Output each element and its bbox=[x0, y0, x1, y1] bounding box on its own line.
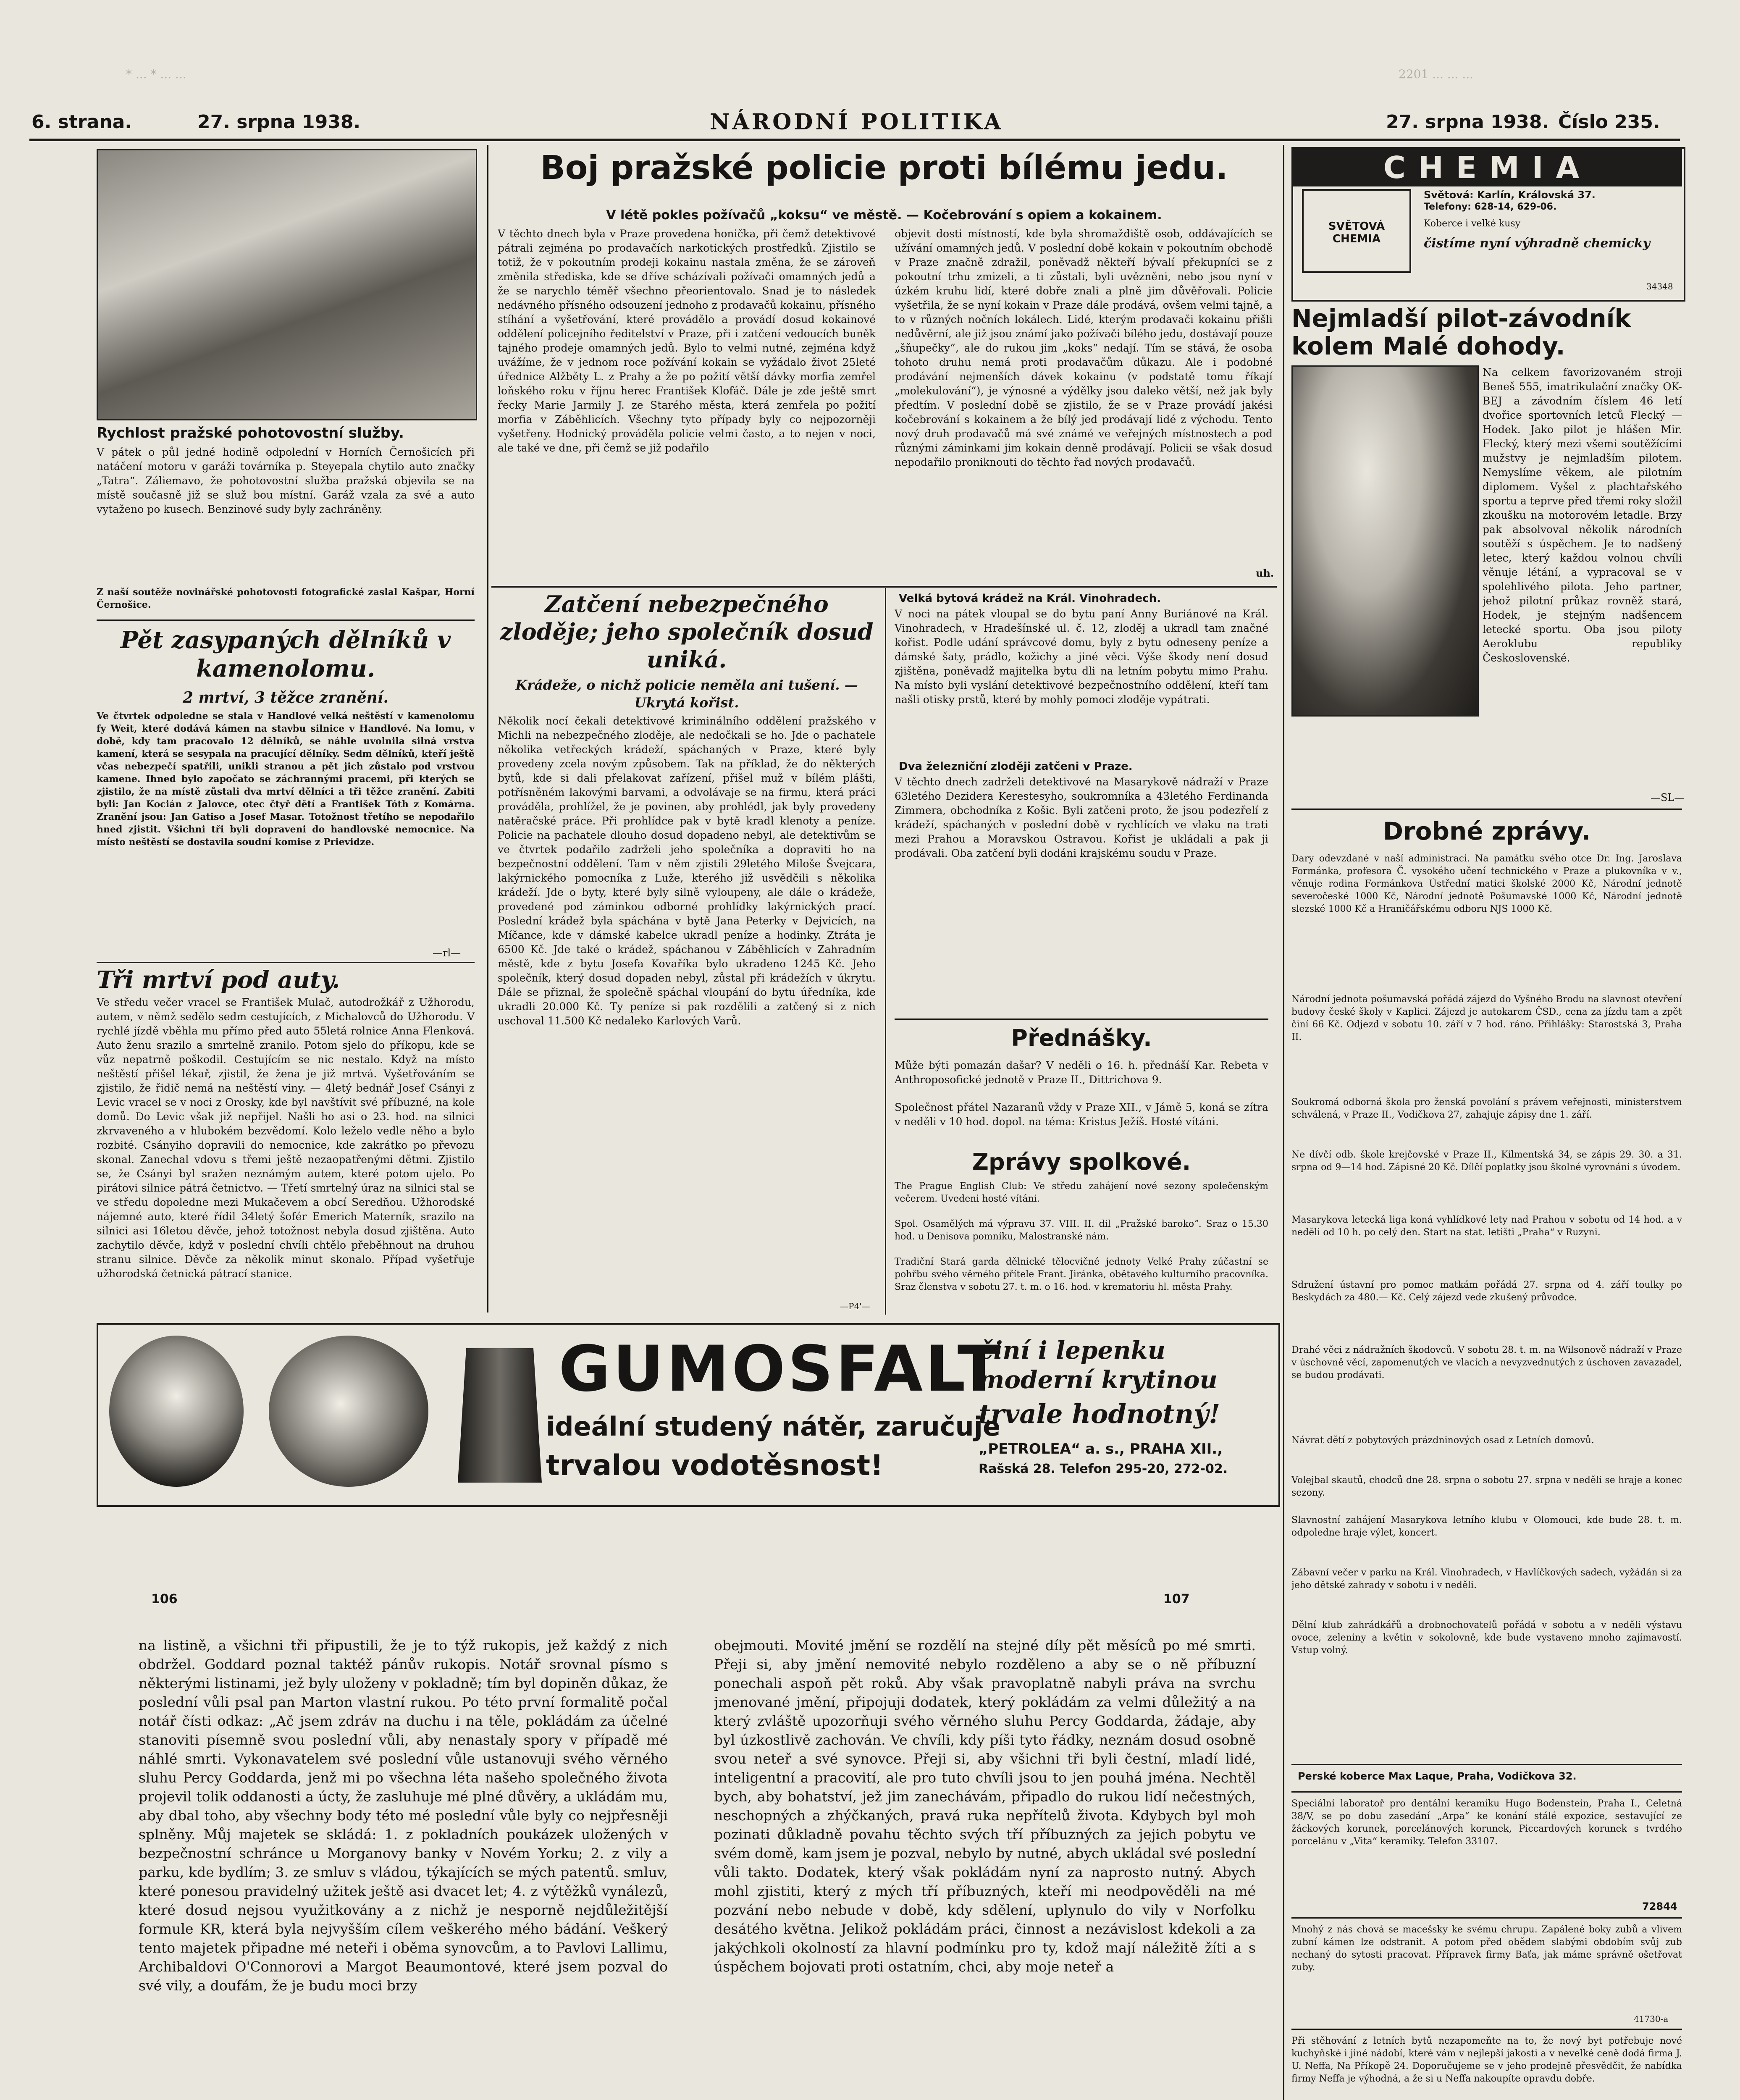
thief-sign: —P4'— bbox=[840, 1301, 870, 1311]
header-rule bbox=[29, 139, 1680, 141]
col4-rule-d bbox=[1291, 1917, 1682, 1919]
pilot-sign: —SL— bbox=[1651, 792, 1685, 803]
lead-rule bbox=[491, 586, 1277, 588]
col4-rule-c bbox=[1291, 1791, 1682, 1793]
small-news-p3: Soukromá odborná škola pro ženská povolání s právem veřejnosti, ministerstvem schválená, v Praze II., Vodičkova 27, zahajuje zápisy dne 1. září. bbox=[1291, 1097, 1682, 1120]
small-news-p6: Sdružení ústavní pro pomoc matkám pořádá 27. srpna od 4. září toulky po Beskydách za 480.— Kč. Celý zájezd vede zkušený průvodce. bbox=[1291, 1280, 1682, 1303]
assoc-p1: The Prague English Club: Ve středu zahájení nové sezony společenským večerem. Uvedeni hosté vítáni. bbox=[895, 1181, 1268, 1204]
notice2-title: Dva železniční zloději zatčeni v Praze. bbox=[899, 760, 1133, 773]
roofer-illustration bbox=[269, 1336, 428, 1487]
book-page-left: 106 bbox=[151, 1592, 178, 1606]
gumosfalt-brand: GUMOSFALT bbox=[559, 1333, 1003, 1406]
date-left: 27. srpna 1938. bbox=[197, 111, 361, 133]
masthead: NÁRODNÍ POLITIKA bbox=[710, 109, 1004, 135]
bucket-icon bbox=[458, 1348, 542, 1483]
workers-subtitle: 2 mrtví, 3 těžce zranění. bbox=[182, 689, 389, 706]
workers-illustration bbox=[109, 1336, 244, 1487]
small-news-p7: Drahé věci z nádražních škodovců. V sobotu 28. t. m. na Wilsonově nádraží v Praze v úschovně věcí, zapomenutých ve vlacích a nevyzvednutých z úschoven zavazadel, se budou prodávati. bbox=[1291, 1345, 1682, 1381]
notice1-title: Velká bytová krádež na Král. Vinohradech. bbox=[899, 592, 1161, 605]
chemia-line2: Telefony: 628-14, 629-06. bbox=[1424, 202, 1557, 212]
lectures-p1: Může býti pomazán dašar? V neděli o 16. h. přednáší Kar. Rebeta v Anthroposofické jednotě v Praze II., Dittrichova 9. bbox=[895, 1059, 1268, 1086]
small-news-p5: Masarykova letecká liga koná vyhlídkové lety nad Prahou v sobotu od 14 hod. a v neděli od 10 h. po celý den. Start na stat. letišti „Praha“ v Ruzyni. bbox=[1291, 1215, 1682, 1238]
small-news-p2: Národní jednota pošumavská pořádá zájezd do Vyšného Brodu na slavnost otevření budovy české školy v Kaplici. Zájezd je autokarem ČSD., cena za jízdu tam a zpět činí 66 Kč. Odjezd v sobotu 10. září v 7 hod. ráno. Přihlášky: Starostská 3, Praha II. bbox=[1291, 994, 1682, 1042]
auto-body: Ve středu večer vracel se František Mulač, autodrožkář z Užhorodu, autem, v němž sedělo sedm cestujících, z Michalovců do Užhorodu. V rychlé jízdě vběhla mu přímo před auto 55letá rolnice Anna Flenková. Auto ženu srazilo a smrtelně zranilo. Potom sjelo do příkopu, kde se vůz nepatrně poškodil. Cestujícím se nic nestalo. Když na místo neštěstí přišel lékař, zjistil, že žena je již mrtvá. Vyšetřováním se zjistilo, že řidič nemá na neštěstí viny. — 4letý bednář Josef Csányi z Levic vracel se v noci z Orosky, kde byl navštívit své příbuzné, na kole domů. Do Levic však již nepřijel. Našli ho asi o 23. hod. na silnici zkrvaveného a v hlubokém bezvědomí. Kolo leželo vedle něho a bylo rozbité. Csányiho dopravili do nemocnice, kde zakrátko po převozu skonal. Zanechal vdovu s třemi ještě nezaopatřenými dětmi. Zjistilo se, že Csányi byl sražen neznámým autem, které potom ujelo. Po pirátovi silnice pátrá četnictvo. — Třetí smrtelný úraz na silnici stal se ve středu dopoledne mezi Mukačevem a obcí Seredňou. Užhorodské nájemné auto, které řídil 34letý šofér Emerich Materník, srazilo na silnici asi 16letou děvče, jehož totožnost nebyla dosud zjištěna. Auto zachytilo děvče, když v poslední chvíli chtělo přeběhnout na druhou stranu silnice. Děvče za několik minut skonalo. Případ vyšetřuje užhorodská četnická pátrací stanice. bbox=[97, 996, 475, 1280]
small-ad-3-code: 41730-a bbox=[1634, 2014, 1669, 2024]
chemia-line3: Koberce i velké kusy bbox=[1424, 218, 1521, 229]
small-news-heading: Drobné zprávy. bbox=[1383, 817, 1591, 845]
thief-title: Zatčení nebezpečného zloděje; jeho společník dosud uniká. bbox=[500, 591, 874, 673]
gumosfalt-right2: trvale hodnotný! bbox=[979, 1399, 1220, 1429]
news-photo-garage bbox=[97, 149, 477, 420]
notice2-body: V těchto dnech zadrželi detektivové na Masarykově nádraží v Praze 63letého Dezidera Kerestesyho, soukromníka a 43letého Ferdinanda Zimmera, obchodníka z Košic. Byli zatčeni proto, že jsou podezřelí z krádeží, spáchaných v poslední době v rychlících ve vlaku na trati mezi Prahou a Moravskou Ostravou. Kořist je ukládali a pak ji prodávali. Oba zatčení byli dodáni krajskému soudu v Praze. bbox=[895, 776, 1268, 859]
workers-title: Pět zasypaných dělníků v kamenolomu. bbox=[120, 626, 451, 682]
auto-title: Tři mrtví pod auty. bbox=[97, 966, 340, 994]
faded-top-right: 2201 ... ... ... bbox=[1399, 67, 1474, 81]
workers-sign: —rl— bbox=[433, 947, 461, 959]
chemia-line1: Světová: Karlín, Královská 37. bbox=[1424, 189, 1596, 201]
lead-col-rule bbox=[885, 588, 886, 1315]
issue-number: Číslo 235. bbox=[1558, 111, 1660, 133]
notice1-body: V noci na pátek vloupal se do bytu paní Anny Buriánové na Král. Vinohradech, v Hradešínské ul. č. 12, zloděj a ukradl tam značné kořist. Podle udání správcové domu, byly z bytu odneseny peníze a dámské šaty, prádlo, kožichy a jiné věci. Výše škody není dosud zjištěna, poněvadž majitelka bytu dli na letním pobytu mimo Prahu. Na místo byli vyslání detektivové bezpečnostního oddělení, kteří tam našli otisky prstů, které by mohly pomoci zloděje vypátrati. bbox=[895, 608, 1268, 706]
col4-rule-a bbox=[1291, 808, 1682, 810]
assoc-heading: Zprávy spolkové. bbox=[972, 1149, 1191, 1175]
book-right-text: obejmouti. Movité jmění se rozdělí na stejné díly pět měsíců po mé smrti. Přeji si, aby jmění nemovité nebylo rozděleno a aby se o ně příbuzní ponechali aspoň pět roků. Aby však pravoplatně nabyli práva na svrchu jmenované jmění, připojuji dodatek, který pokládám za velmi důležitý a na který zvláště upozorňuji svého věrného sluhu Percy Goddarda, žádaje, aby byl úzkostlivě zachován. Ve chvíli, kdy píši tyto řádky, neznám dosud osobně svou neteř a své synovce. Přeji si, aby všichni tři byli čestní, mladí lidé, inteligentní a pracovití, ale pro tuto chvíli jsou to jen pouhá jména. Nechtěl bych, aby bohatství, jež jim zanechávám, připadlo do rukou lidí nečestných, neschopných a zhýčkaných, pravá ruka nepřítelů života. Kdybych byl moh pozinati důkladně povahu těchto svých tří příbuzných za jejich pobytu ve svém domě, kam jsem je pozval, nebylo by nutné, abych ukládal své poslední vůli takto. Dodatek, který však pokládám nyní za naprosto nutný. Abych mohl zjistiti, který z mých tří příbuzných, kteří mi neodpověděli na mé pozvání nebo nebude v době, kdy sdělení, uplynulo do vily v Norfolku desátého května. Jelikož pokládám práci, činnost a nezávislost kdekoli a za jakýchkoli okolností za hlavní podmínku pro ty, kdož mají náležitě žíti a s úspěchem bojovati proti ostatním, chci, aby moje neteř a bbox=[714, 1637, 1256, 1975]
small-news-p8: Návrat dětí z pobytových prázdninových osad z Letních domovů. bbox=[1291, 1435, 1594, 1446]
assoc-p3: Tradiční Stará garda dělnické tělocvičné jednoty Velké Prahy zúčastní se pohřbu svého věrného přítele Frant. Jiránka, obětavého kulturního pracovníka. Sraz členstva v sobotu 27. t. m. o 16. hod. v krematoriu hl. města Prahy. bbox=[895, 1257, 1268, 1292]
pilot-title: Nejmladší pilot-závodník kolem Malé dohody. bbox=[1291, 304, 1631, 360]
gumosfalt-tagline1: ideální studený nátěr, zaručuje bbox=[546, 1411, 1001, 1442]
photo-story-title: Rychlost pražské pohotovostní služby. bbox=[97, 425, 404, 441]
lead-title: Boj pražské policie proti bílému jedu. bbox=[540, 149, 1228, 187]
lectures-heading: Přednášky. bbox=[1011, 1025, 1152, 1051]
lead-subtitle: V létě pokles požívačů „koksu“ ve městě. — Kočebrování s opiem a kokainem. bbox=[606, 208, 1162, 223]
gumosfalt-tagline2: trvalou vodotěsnost! bbox=[546, 1449, 884, 1482]
lead-sign: uh. bbox=[1256, 567, 1274, 579]
photo-story-credit: Z naší soutěže novinářské pohotovosti fotografické zaslal Kašpar, Horní Černošice. bbox=[97, 587, 475, 610]
column-rule-1 bbox=[487, 145, 488, 1312]
small-news-p1: Dary odevzdané v naší administraci. Na památku svého otce Dr. Ing. Jaroslava Formánka, profesora Č. vysokého učení technického v Praze a plukovníka v v., věnuje rodina Formánkova Ústřední matici školské 2000 Kč, Národní jednotě severočeské 1000 Kč, Národní jednotě Pošumavské 1000 Kč, Národní jednotě slezské 1000 Kč a Hraničářskému odboru NJS 1000 Kč. bbox=[1291, 853, 1682, 914]
small-news-p10: Slavnostní zahájení Masarykova letního klubu v Olomouci, kde bude 28. t. m. odpoledne hraje výlet, koncert. bbox=[1291, 1515, 1682, 1538]
small-ad-2-code: 72844 bbox=[1642, 1900, 1677, 1912]
small-ad-2: Speciální laboratoř pro dentální keramiku Hugo Bodenstein, Praha I., Celetná 38/V, se po dobu zasedání „Arpa“ ke konání stálé expozice, sestavující ze žáckových korunek, porcelánových korunek, Piccardových korunek s tvrdého porcelánu v „Vita“ keramiky. Telefon 33107. bbox=[1291, 1798, 1682, 1847]
small-ad-4: Při stěhování z letních bytů nezapomeňte na to, že nový byt potřebuje nové kuchyňské i jiné nádobí, které vám v nejlepší jakosti a v nevelké ceně dodá firma J. U. Neffa, Na Příkopě 24. Doporučujeme se v jeho prodejně přesvědčit, že nabídka firmy Neffa je výhodná, a že si u Neffa nakoupíte opravdu dobře. bbox=[1291, 2036, 1682, 2084]
lead-col2: objevit dosti místností, kde byla shromaždiště osob, oddávajících se užívání omamných jedů. V poslední době kokain v pokoutním obchodě v Praze značně zdražil, poněvadž někteří bývalí překupníci se z pokoutní trhu zmizeli, a ti zůstali, byli uvězněni, nebo jsou nyní v úzkém kruhu lidí, které dobře znali a plně jim důvěřovali. Policie vyšetřila, že se nyní kokain v Praze dále prodává, ovšem velmi tajně, a to v různých nočních lokálech. Lidé, kterým prodavači kokainu přišli nedůvěrní, ale již jsou známí jako požívači bílého jedu, dostávají pouze „šňupečky“, ale do rukou jim „koks“ nedají. Tím se stává, že osoba tohoto druhu nemá proti prodavačům důkazu. Ale i podobné prodávání nejmenších dávek kokainu (v podstatě tomu říkají „molekulování“), je výnosné a výdělky jsou daleko větší, než jak byly předtím. V poslední době se zjistilo, že se v Praze provádí jakési kočebrování s kokainem a že bílý jed prodávají lidé z východu. Tento nový druh prodavačů má své známé ve veřejných místnostech a pod různými záminkami jim kokain denně prodávají. Policii se však dosud nepodařilo proniknouti do těchto řad nových prodavačů. bbox=[895, 228, 1273, 468]
col3-rule-a bbox=[895, 1018, 1268, 1020]
lead-col1: V těchto dnech byla v Praze provedena honička, při čemž detektivové pátrali zejména po prodavačích narkotických prostředků. Zjistilo se totiž, že v pokoutním prodeji kokainu nastala změna, že se zároveň změnila střediska, kde se dříve scházívali požívači omamných jedů a že se narychlo téměř všechno přeorientovalo. Snad je to následek nedávného přísného odsouzení jednoho z prodavačů kokainu, přísného stíhání a vyšetřování, které provádělo a provádí dosud kokainové oddělení policejního ředitelství v Praze, při i zatčení vedoucích buněk tajného prodeje omamných jedů. Bylo to velmi nutné, zejména když uvážíme, že v jednom roce požívání kokain se vyžádalo život 25leté úřednice Alžběty L. z Prahy a že po požití větší dávky morfia zemřel loňského roku v říjnu herec František Klofáč. Dále je zde ještě smrt řecky Marie Jarmily J. ze Starého města, která zemřela po požití morfia v Záběhlicích. Všechny tyto případy byly co nejpozorněji vyšetřeny. Hodnický prováděla policie velmi často, a to nejen v noci, ale také ve dne, při čemž se již podařilo bbox=[498, 228, 876, 454]
faded-top-left: * ... * ... ... bbox=[126, 67, 186, 81]
small-ad-3: Mnohý z nás chová se macešsky ke svému chrupu. Zapálené boky zubů a vlivem zubní kámen lze odstranit. A potom před obědem slabými obdobím svůj zub nechaný do sytosti pracovat. Přípravek firmy Baťa, jak máme správně ošetřovat zuby. bbox=[1291, 1924, 1682, 1973]
small-news-p4: Ne dívčí odb. škole krejčovské v Praze II., Kilmentská 34, se zápis 29. 30. a 31. srpna od 9—14 hod. Zápisné 20 Kč. Dílčí poplatky jsou školné vyrovnáni s úvodem. bbox=[1291, 1150, 1682, 1173]
small-news-p9: Volejbal skautů, chodců dne 28. srpna o sobotu 27. srpna v neděli se hraje a konec sezony. bbox=[1291, 1475, 1682, 1498]
column-rule-2 bbox=[1283, 145, 1284, 2100]
photo-story-body: V pátek o půl jedné hodině odpolední v Horních Černošicích při natáčení motoru v garáži továrníka p. Steyepala chytilo auto značky „Tatra“. Záliemavo, že pohotovostní služba pražská objevila se na místě současně již se služ bou místní. Garáž vzala za své a auto vytaženo po kusech. Benzinové sudy byly zachráněny. bbox=[97, 446, 475, 515]
assoc-p2: Spol. Osamělých má výpravu 37. VIII. II. dil „Pražské barokoˮ. Sraz o 15.30 hod. u Denisova pomníku, Malostranské nám. bbox=[895, 1219, 1268, 1242]
date-right: 27. srpna 1938. bbox=[1386, 111, 1549, 133]
pilot-body: Na celkem favorizovaném stroji Beneš 555, imatrikulační značky OK-BEJ a závodním číslem 46 letí dvořice sportovních letců Flecký — Hodek. Jako pilot je hlášen Mir. Flecký, který mezi všemi soutěžícími mužstvy je nejmladším pilotem. Nemyslíme věkem, ale pilotním diplomem. Vyšel z plachtařského sportu a teprve před třemi roky složil zkoušku na motorovém letadle. Brzy pak absolvoval několik národních soutěží s úspěchem. Je to nadšený letec, který každou volnou chvíli věnuje létání, a vypracoval se v spolehlivého pilota. Jeho partner, jehož pilotní průkaz rovněž stará, Hodek, je stejným nadšencem letecké sportu. Oba jsou piloty Aeroklubu republiky Československé. bbox=[1483, 366, 1682, 664]
col4-rule-b bbox=[1291, 1764, 1682, 1765]
chemia-code: 34348 bbox=[1646, 281, 1673, 291]
gumosfalt-company: „PETROLEA“ a. s., PRAHA XII., bbox=[979, 1441, 1223, 1457]
book-left-text: na listině, a všichni tři připustili, že je to týž rukopis, jež každý z nich obdržel. Goddard poznal taktéž pánův rukopis. Notář srovnal písmo s některými listinami, jež byly uloženy v pokladně; tím byl dopiněn důkaz, že poslední vůli psal pan Marton vlastní rukou. Po této první formalitě počal notář čísti odkaz: „Ač jsem zdráv na duchu i na těle, pokládám za účelné stanoviti písemně svou poslední vůli, aby nenastaly spory v případě mé náhlé smrti. Vykonavatelem své poslední vůle ustanovuji svého věrného sluhu Percy Goddarda, jenž mi po všechna léta našeho společného života projevil tolik oddanosti a úcty, že zasluhuje mé plné důvěry, a ukládám mu, aby dbal toho, aby všechny body této mé poslední vůle byly co nejpřesněji splněny. Můj majetek se skládá: 1. z pokladních poukázek uložených v bezpečnostní schránce u Morganovy banky v Novém Yorku; 2. z vily a parku, kde bydlím; 3. ze smluv s vládou, týkajících se mých patentů. smluv, které ponesou pravidelný užitek ještě asi dvacet let; 4. z výtěžků vynálezů, které dosud nejsou využitkovány a z nichž je nesporně nejdůležitější formule KR, která byla nejvyšším cílem veškerého mého bádání. Veškerý tento majetek připadne mé neteři i oběma synovcům, a to Pavlovi Lallimu, Archibaldovi O'Connorovi a Margot Beaumontové, které jsem pozval do své vily, a doufám, že je budu moci brzy bbox=[139, 1637, 668, 1994]
lectures-p2: Společnost přátel Nazaranů vždy v Praze XII., v Jámě 5, koná se zítra v neděli v 10 hod. dopol. na téma: Kristus Ježíš. Hosté vítáni. bbox=[895, 1101, 1268, 1128]
col1-rule-b bbox=[97, 962, 475, 963]
col1-rule-a bbox=[97, 620, 475, 621]
workers-body: Ve čtvrtek odpoledne se stala v Handlové velká neštěstí v kamenolomu fy Weit, které dodává kámen na stavbu silnice v Handlové. Na lomu, v době, kdy tam pracovalo 12 dělníků, se náhle uvolnila silná vrstva kamení, která se sesypala na pracující dělníky. Sedm dělníků, kteří ještě včas nebezpečí spatřili, unikli stranou a pět jich zůstalo pod vrstvou kamene. Ihned bylo započato se záchrannými pracemi, při kterých se zjistilo, že na místě zůstali dva mrtví dělníci a tři těžce zranění. Zabiti byli: Jan Kocián z Jalovce, otec čtyř dětí a František Tóth z Komárna. Zranění jsou: Jan Gatiso a Josef Masar. Totožnost třetího se nepodařilo hned zjistit. Všichni tři byli dopraveni do handlovské nemocnice. Na místo neštěstí se dostavila soudní komise z Prievidze. bbox=[97, 711, 475, 848]
thief-body: Několik nocí čekali detektivové kriminálního oddělení pražského v Michli na nebezpečného zloděje, ale nedočkali se ho. Jde o pachatele několika vetřeckých krádeží, spáchaných v Praze, které byly provedeny zcela novým způsobem. Tak na příklad, že do některých bytů, kde si dali přelakovat zařízení, přišel muž v bílém plášti, potřísněném lakovými barvami, a odvolávaje se na firmu, která práci prováděla, prohlížel, že je povinen, aby prohlédl, jak byly provedeny natěračské práce. Při prohlídce pak v bytě kradl klenoty a peníze. Policie na pachatele dlouho dosud dopadeno nebyl, ale detektivům se ve čtvrtek podařilo zadrželi jeho společníka a dopraviti ho na bezpečnostní oddělení. Tam v něm zjistili 29letého Miloše Švejcara, lakýrnického pomocníka z Luže, kterého již usvědčili s několika krádeží. Jde o byty, které byly silně vyloupeny, ale dále o krádeže, provedené pod záminkou odborné prohlídky lakýrnických prací. Poslední krádež byla spáchána v bytě Jana Peterky v Dejvicích, na Míčance, kde v dámské kabelce ukradl peníze a hodinky. Ztráta je 6500 Kč. Jde také o krádež, spáchanou v Záběhlicích v Zahradním městě, kde z bytu Josefa Kovaříka bylo ukradeno 1245 Kč. Jeho společník, který dosud dopaden nebyl, zůstal při krádežích v úkrytu. Dále se přiznal, že společně spáchal vloupání do bytu úředníka, kde ukradli 20.000 Kč. Ty peníze si pak rozdělili a zatčený si z nich uschoval 11.500 Kč nedaleko Karlových Varů. bbox=[498, 715, 876, 1027]
small-news-p12: Dělní klub zahrádkářů a drobnochovatelů pořádá v sobotu a v neděli výstavu ovoce, zeleniny a květin v sokolovně, kde bude vystaveno mnoho zajímavostí. Vstup volný. bbox=[1291, 1620, 1682, 1656]
book-page-right: 107 bbox=[1163, 1592, 1190, 1606]
chemia-line4: čistíme nyní výhradně chemicky bbox=[1424, 236, 1651, 251]
small-ad-1: Perské koberce Max Laque, Praha, Vodičkova 32. bbox=[1298, 1770, 1577, 1782]
page-number: 6. strana. bbox=[31, 111, 132, 133]
chemia-logo: SVĚTOVÁ CHEMIA bbox=[1302, 189, 1411, 273]
gumosfalt-address: Rašská 28. Telefon 295-20, 272-02. bbox=[979, 1462, 1228, 1476]
pilot-photo bbox=[1291, 365, 1479, 717]
gumosfalt-right1: činí i lepenku moderní krytinou bbox=[979, 1336, 1218, 1394]
chemia-brand: CHEMIA bbox=[1293, 149, 1682, 186]
small-news-p11: Zábavní večer v parku na Král. Vinohradech, v Havlíčkových sadech, vyžádán si za jeho dětské zahrady v sobotu i v neděli. bbox=[1291, 1567, 1682, 1591]
col4-rule-e bbox=[1291, 2029, 1682, 2030]
thief-subtitle: Krádeže, o nichž policie neměla ani tušení. — Ukrytá kořist. bbox=[515, 677, 858, 711]
